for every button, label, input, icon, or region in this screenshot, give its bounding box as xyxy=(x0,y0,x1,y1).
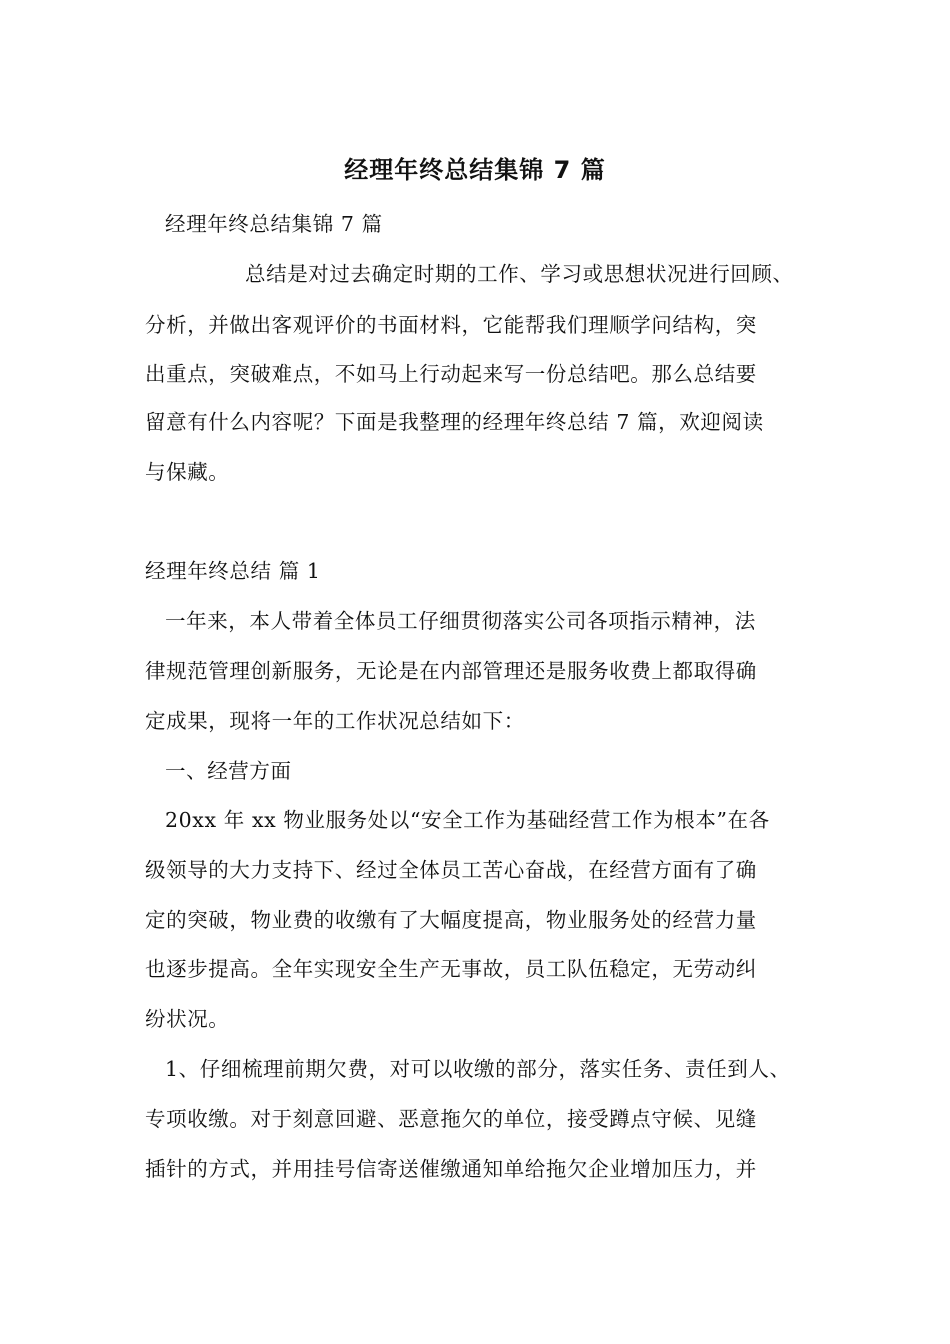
paragraph-line: 定成果，现将一年的工作状况总结如下： xyxy=(145,709,525,733)
paragraph-line: 20xx 年 xx 物业服务处以“安全工作为基础经营工作为根本”在各 xyxy=(165,808,770,832)
paragraph-line: 级领导的大力支持下、经过全体员工苦心奋战，在经营方面有了确 xyxy=(145,858,757,882)
paragraph-line: 插针的方式，并用挂号信寄送催缴通知单给拖欠企业增加压力，并 xyxy=(145,1157,757,1181)
intro-line: 分析，并做出客观评价的书面材料，它能帮我们理顺学问结构，突 xyxy=(145,313,757,337)
document-subtitle: 经理年终总结集锦 7 篇 xyxy=(165,212,383,236)
paragraph-line: 纷状况。 xyxy=(145,1007,230,1031)
paragraph-line: 也逐步提高。全年实现安全生产无事故，员工队伍稳定，无劳动纠 xyxy=(145,957,757,981)
intro-line: 出重点，突破难点，不如马上行动起来写一份总结吧。那么总结要 xyxy=(145,362,757,386)
section-heading: 经理年终总结 篇 1 xyxy=(145,559,321,583)
paragraph-line: 律规范管理创新服务，无论是在内部管理还是服务收费上都取得确 xyxy=(145,659,757,683)
intro-line: 留意有什么内容呢？下面是我整理的经理年终总结 7 篇，欢迎阅读 xyxy=(145,410,764,434)
intro-line: 总结是对过去确定时期的工作、学习或思想状况进行回顾、 xyxy=(245,262,794,286)
document-title: 经理年终总结集锦 7 篇 xyxy=(344,156,606,184)
intro-line: 与保藏。 xyxy=(145,460,230,484)
paragraph-line: 定的突破，物业费的收缴有了大幅度提高，物业服务处的经营力量 xyxy=(145,908,757,932)
paragraph-line: 专项收缴。对于刻意回避、恶意拖欠的单位，接受蹲点守候、见缝 xyxy=(145,1107,757,1131)
paragraph-line: 一年来，本人带着全体员工仔细贯彻落实公司各项指示精神，法 xyxy=(165,609,756,633)
paragraph-line: 1、仔细梳理前期欠费，对可以收缴的部分，落实任务、责任到人、 xyxy=(165,1057,791,1081)
sub-heading: 一、经营方面 xyxy=(165,759,292,783)
